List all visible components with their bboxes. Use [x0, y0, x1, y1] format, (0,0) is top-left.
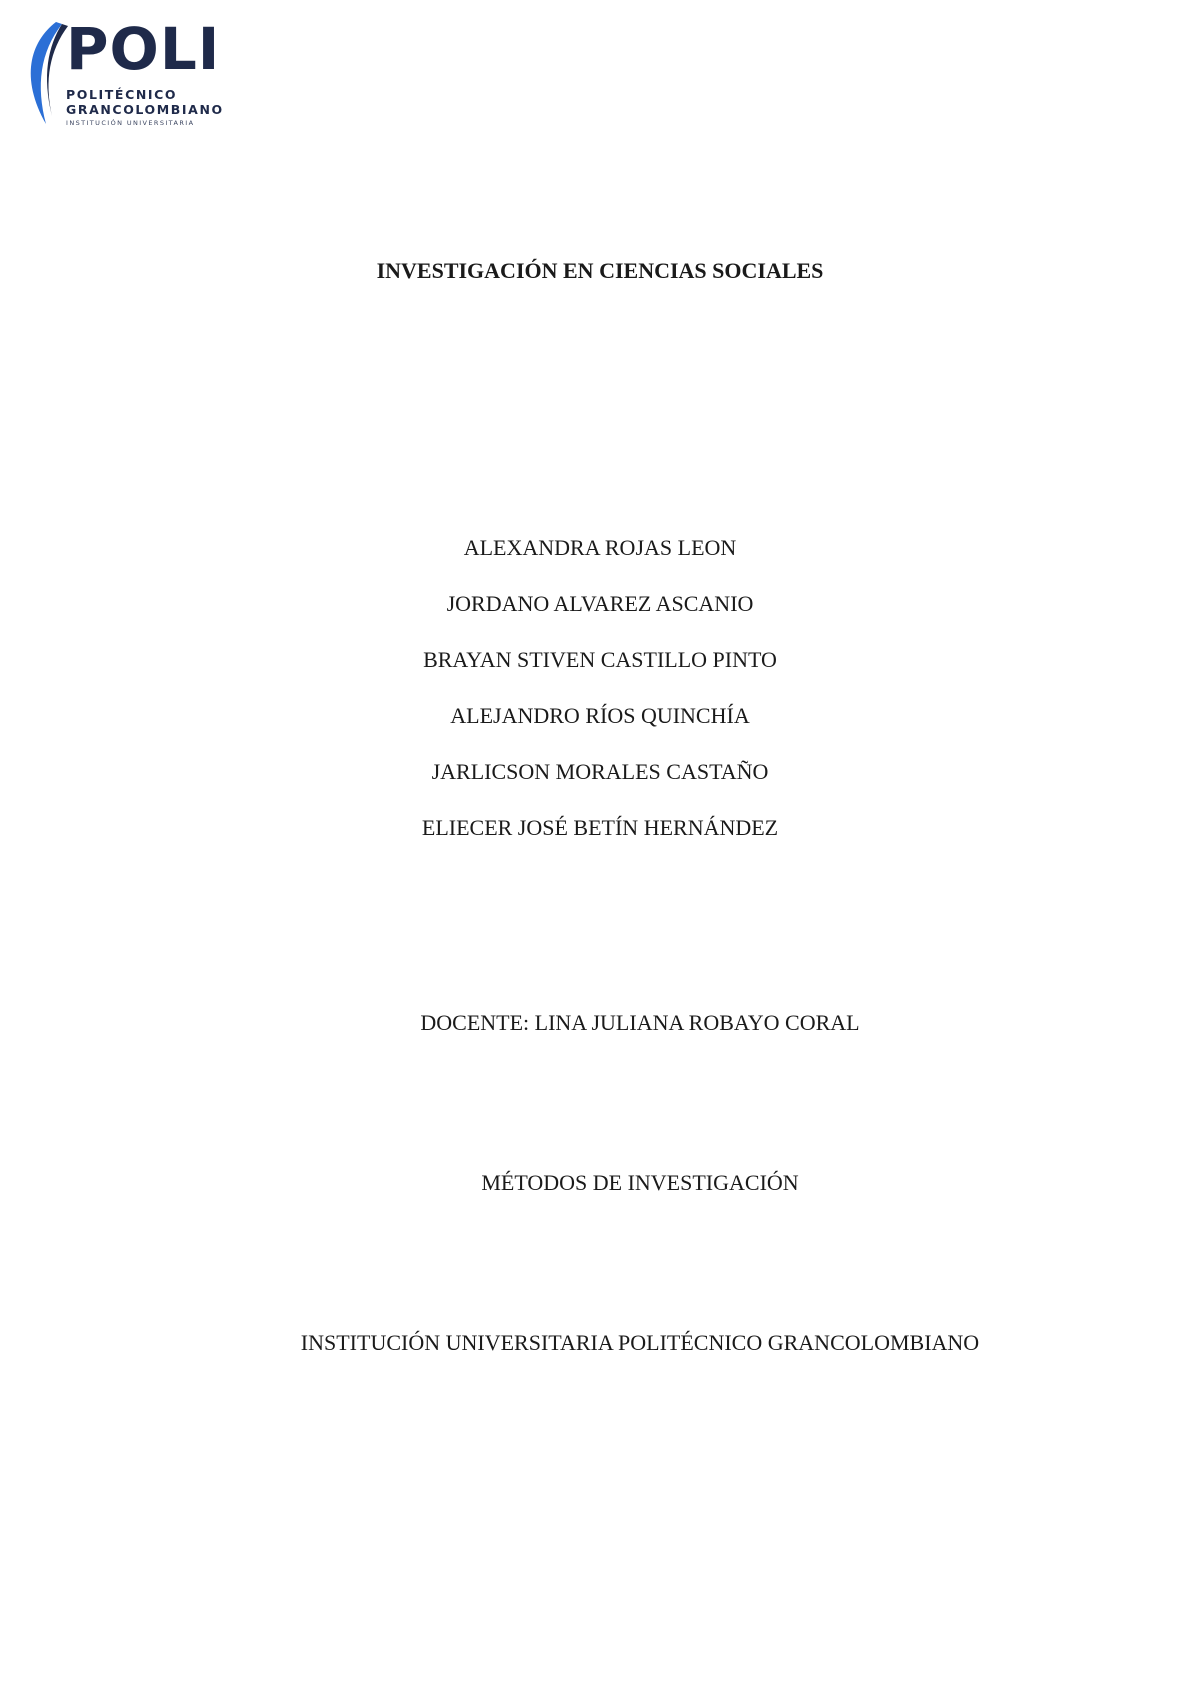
- author-name: JARLICSON MORALES CASTAÑO: [431, 759, 769, 784]
- poli-logo: [16, 15, 224, 130]
- document-title: INVESTIGACIÓN EN CIENCIAS SOCIALES: [376, 258, 824, 283]
- author-name: ELIECER JOSÉ BETÍN HERNÁNDEZ: [421, 815, 779, 840]
- author-name: ALEXANDRA ROJAS LEON: [463, 535, 737, 560]
- author-name: BRAYAN STIVEN CASTILLO PINTO: [423, 647, 777, 672]
- author-list: [0, 537, 1200, 873]
- logo-line-1: POLITÉCNICO: [66, 87, 178, 102]
- logo-line-3: INSTITUCIÓN UNIVERSITARIA: [66, 119, 195, 127]
- teacher-line: DOCENTE: LINA JULIANA ROBAYO CORAL: [420, 1010, 860, 1035]
- author-name: JORDANO ALVAREZ ASCANIO: [446, 591, 754, 616]
- author-name: ALEJANDRO RÍOS QUINCHÍA: [450, 703, 750, 728]
- institution-name: INSTITUCIÓN UNIVERSITARIA POLITÉCNICO GRANCOLOMBIANO: [300, 1330, 980, 1355]
- course-name: MÉTODOS DE INVESTIGACIÓN: [481, 1170, 799, 1195]
- logo-wordmark: POLI: [66, 15, 221, 83]
- logo-line-2: GRANCOLOMBIANO: [66, 102, 224, 117]
